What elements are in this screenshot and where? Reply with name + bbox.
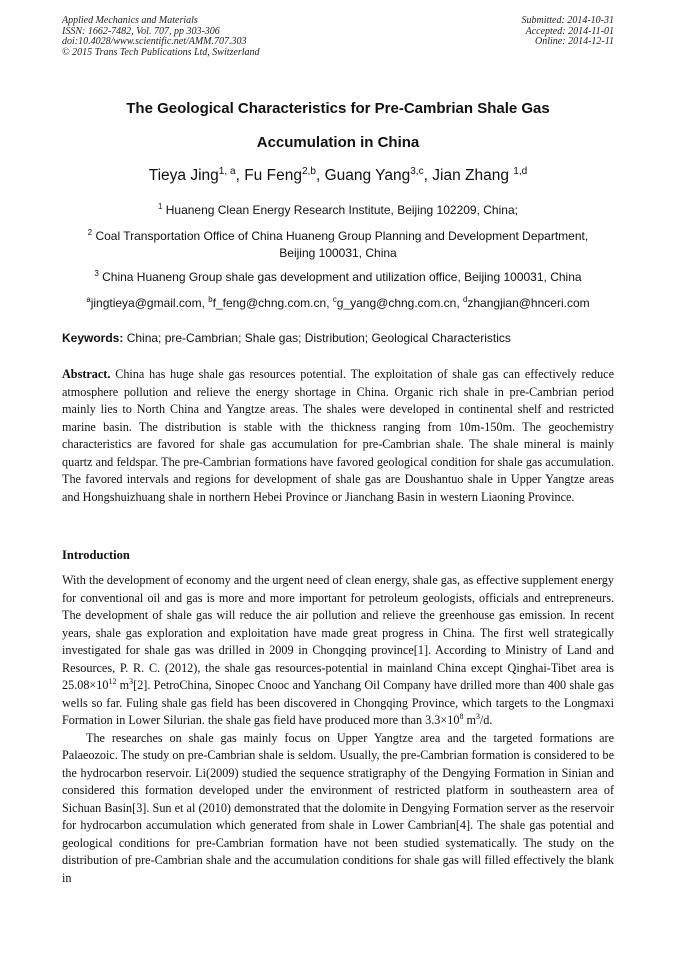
email-link[interactable]: jingtieya@gmail.com: [90, 296, 202, 310]
affiliation-number: 1: [158, 202, 163, 211]
affiliation-3: [62, 269, 614, 286]
email-sup: b: [208, 295, 213, 304]
accepted-date: Accepted: 2014-11-01: [525, 25, 614, 37]
affiliation-2: [62, 228, 614, 262]
email-sup: d: [463, 295, 468, 304]
superscript: 8: [459, 711, 464, 721]
section-heading: Introduction: [62, 548, 130, 562]
superscript: 12: [108, 676, 117, 686]
journal-name: Applied Mechanics and Materials: [62, 15, 198, 26]
abstract-text: China has huge shale gas resources potential. The exploitation of shale gas can effectively reduce atmosphere pollution and relieve the energy shortage in China. Organic rich shale in pre-Cambrian period mainly lies to North China and Yangtze areas. The shales were developed in continental shelf and restricted marine basin. The distribution is stable with the thickness ranging from 10m-150m. The geochemistry characteristics are favored for shale gas accumulation for pre-Cambrian shale. The shale mineral is mainly quartz and feldspar. The pre-Cambrian formations have favored geological condition for shale gas accumulation. The favored intervals and regions for development of shale gas are Doushantuo shale in Upper Yangtze areas and Hongshuizhuang shale in northern Hebei Province or Jianchang Basin in western Liaoning Province.: [62, 367, 614, 504]
affiliation-number: 2: [87, 228, 93, 237]
journal-info: [62, 16, 260, 58]
email-sup: c: [332, 295, 337, 304]
email-link[interactable]: zhangjian@hnceri.com: [467, 296, 590, 310]
journal-header: [62, 16, 614, 58]
author-name: Tieya Jing: [148, 167, 219, 184]
intro-paragraph-2: The researches on shale gas mainly focus on Upper Yangtze area and the targeted formations are Palaeozoic. The study on pre-Cambrian shale is seldom. Usually, the pre-Cambrian formation is considered to be the hydrocarbon reservoir. Li(2009) studied the sequence stratigraphy of the Dengying Formation in Sinian and considered this formation developed under the environment of restricted platform in southeastern area of Sichuan Basin[3]. Sun et al (2010) demonstrated that the dolomite in Dengying Formation server as the reservoir for hydrocarbon accumulation which generated from shale in Lower Cambrian[4]. The shale gas potential and geological conditions for pre-Cambrian formation have not been studied systematically. The study on the distribution of pre-Cambrian shale and the accumulation conditions for shale gas will filled effectively the blank in: [62, 730, 614, 885]
email-link[interactable]: g_yang@chng.com.cn: [336, 296, 457, 310]
introduction-body: [62, 572, 614, 887]
journal-issn: ISSN: 1662-7482, Vol. 707, pp 303-306: [62, 25, 220, 37]
affiliation-number: 3: [94, 269, 99, 278]
author-name: Jian Zhang: [432, 167, 514, 184]
author-sup: 1,d: [513, 165, 528, 177]
submission-dates: [522, 16, 615, 48]
affiliation-text: China Huaneng Group shale gas development and utilization office, Beijing 100031, China: [98, 270, 582, 284]
affiliation-text: Huaneng Clean Energy Research Institute, Beijing 102209, China;: [162, 203, 518, 217]
submitted-date: Submitted: 2014-10-31: [521, 15, 614, 26]
title-line-2: Accumulation in China: [256, 134, 420, 151]
title-line-1: The Geological Characteristics for Pre-Cambrian Shale Gas: [126, 100, 550, 117]
keywords-label: Keywords:: [62, 331, 124, 345]
author-name: Guang Yang: [324, 167, 411, 184]
paper-title: [62, 92, 614, 160]
keywords-text: China; pre-Cambrian; Shale gas; Distribution; Geological Characteristics: [123, 331, 511, 345]
author-sup: 2,b: [301, 165, 316, 177]
email-link[interactable]: f_feng@chng.com.cn: [212, 296, 327, 310]
author-sup: 1, a: [218, 165, 236, 177]
superscript: 3: [475, 711, 480, 721]
abstract: [62, 366, 614, 506]
intro-text: With the development of economy and the urgent need of clean energy, shale gas, as effective supplement energy for conventional oil and gas is more and more important for petroleum geologists, officials and entrepreneurs. The development of shale gas will reduce the air pollution and relieve the greenhouse gas emission. In recent years, shale gas exploration and exploitation have made great progress in China. The first well strategically investigated for shale gas was drilled in 2009 in Chongqing province[1]. According to Ministry of Land and Resources, P. R. C. (2012), the shale gas resources-potential in mainland China except Qinghai-Tibet area is 25.08×10: [62, 573, 614, 692]
intro-text: [2]. PetroChina, Sinopec Cnooc and Yanchang Oil Company have drilled more than 400 shale gas wells so far. Fuling shale gas field has been discovered in Chongqing Province, which targets to the Longmaxi Formation in Lower Silurian. the shale gas field have produced more than 3.3×10: [62, 678, 614, 727]
author-emails: $^a$jingtieya@gmail.com, $^b$f_feng@chng.com.cn, $^c$g_yang@chng.com.cn, $^d$zhangjian@hnceri.com: [86, 295, 590, 310]
keywords: [62, 331, 614, 345]
online-date: Online: 2014-12-11: [535, 36, 614, 47]
author-name: Fu Feng: [244, 167, 302, 184]
intro-text: m: [463, 713, 476, 727]
superscript: 3: [129, 676, 134, 686]
journal-doi: doi:10.4028/www.scientific.net/AMM.707.303: [62, 36, 247, 47]
author-list: Tieya Jing$^{1, a}$, Fu Feng$^{2,b}$, Guang Yang$^{3,c}$, Jian Zhang $^{1,d}$: [148, 165, 528, 184]
author-sup: 3,c: [410, 165, 424, 177]
affiliation-text: Coal Transportation Office of China Huaneng Group Planning and Development Department,: [92, 229, 589, 243]
intro-text: m: [116, 678, 130, 692]
intro-paragraph-1: [62, 572, 614, 730]
affiliation-text-line-2: Beijing 100031, China: [279, 246, 397, 260]
email-sup: a: [86, 295, 91, 304]
journal-copyright: © 2015 Trans Tech Publications Ltd, Switzerland: [62, 46, 260, 58]
intro-text: /d.: [479, 713, 493, 727]
affiliation-1: [62, 202, 614, 219]
abstract-label: Abstract.: [62, 367, 111, 381]
